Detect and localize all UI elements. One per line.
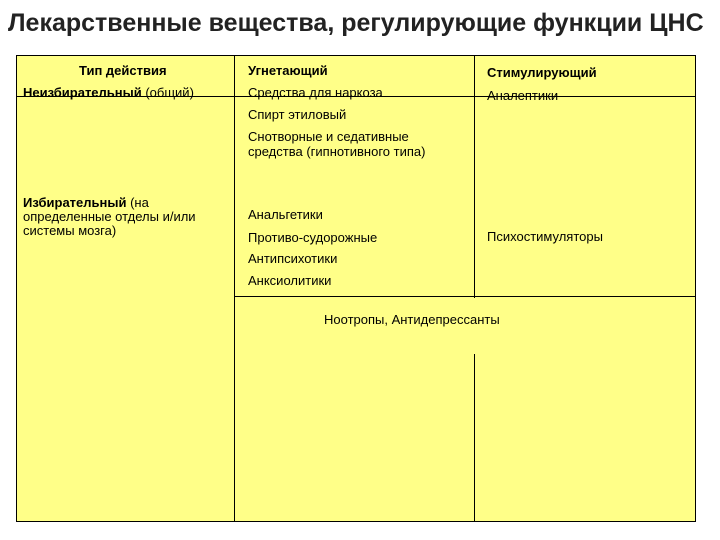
- column-divider-2: [474, 56, 475, 298]
- row-label-selective-bold: Избирательный: [23, 195, 127, 210]
- slide-title: Лекарственные вещества, регулирующие функции ЦНС: [8, 9, 704, 37]
- row-label-selective: [23, 196, 219, 238]
- column-divider-2-lower: [474, 354, 475, 521]
- list-item: Средства для наркоза: [248, 85, 383, 100]
- row-label-nonselective-rest: (общий): [141, 85, 194, 100]
- list-item: Анальгетики: [248, 207, 323, 222]
- list-item: Антипсихотики: [248, 251, 338, 266]
- row-label-nonselective: [23, 85, 194, 100]
- column-divider-1: [234, 56, 235, 521]
- list-item: Анксиолитики: [248, 273, 332, 288]
- list-item: Снотворные и седативные средства (гипнотивного типа): [248, 129, 426, 159]
- list-item: Психостимуляторы: [487, 229, 603, 244]
- header-inhibiting: Угнетающий: [248, 63, 328, 78]
- list-item: Противо-судорожные: [248, 230, 378, 245]
- header-stimulating: Стимулирующий: [487, 65, 597, 80]
- header-type: Тип действия: [79, 63, 167, 78]
- row-label-selective-rest: (на определенные отделы и/или системы мозга): [23, 195, 196, 238]
- list-item: Спирт этиловый: [248, 107, 347, 122]
- list-item: Аналептики: [487, 88, 559, 103]
- drug-classification-table: [16, 55, 696, 522]
- row-divider: [234, 296, 695, 297]
- mixed-effect-text: Ноотропы, Антидепрессанты: [324, 312, 500, 327]
- row-label-nonselective-bold: Неизбирательный: [23, 85, 142, 100]
